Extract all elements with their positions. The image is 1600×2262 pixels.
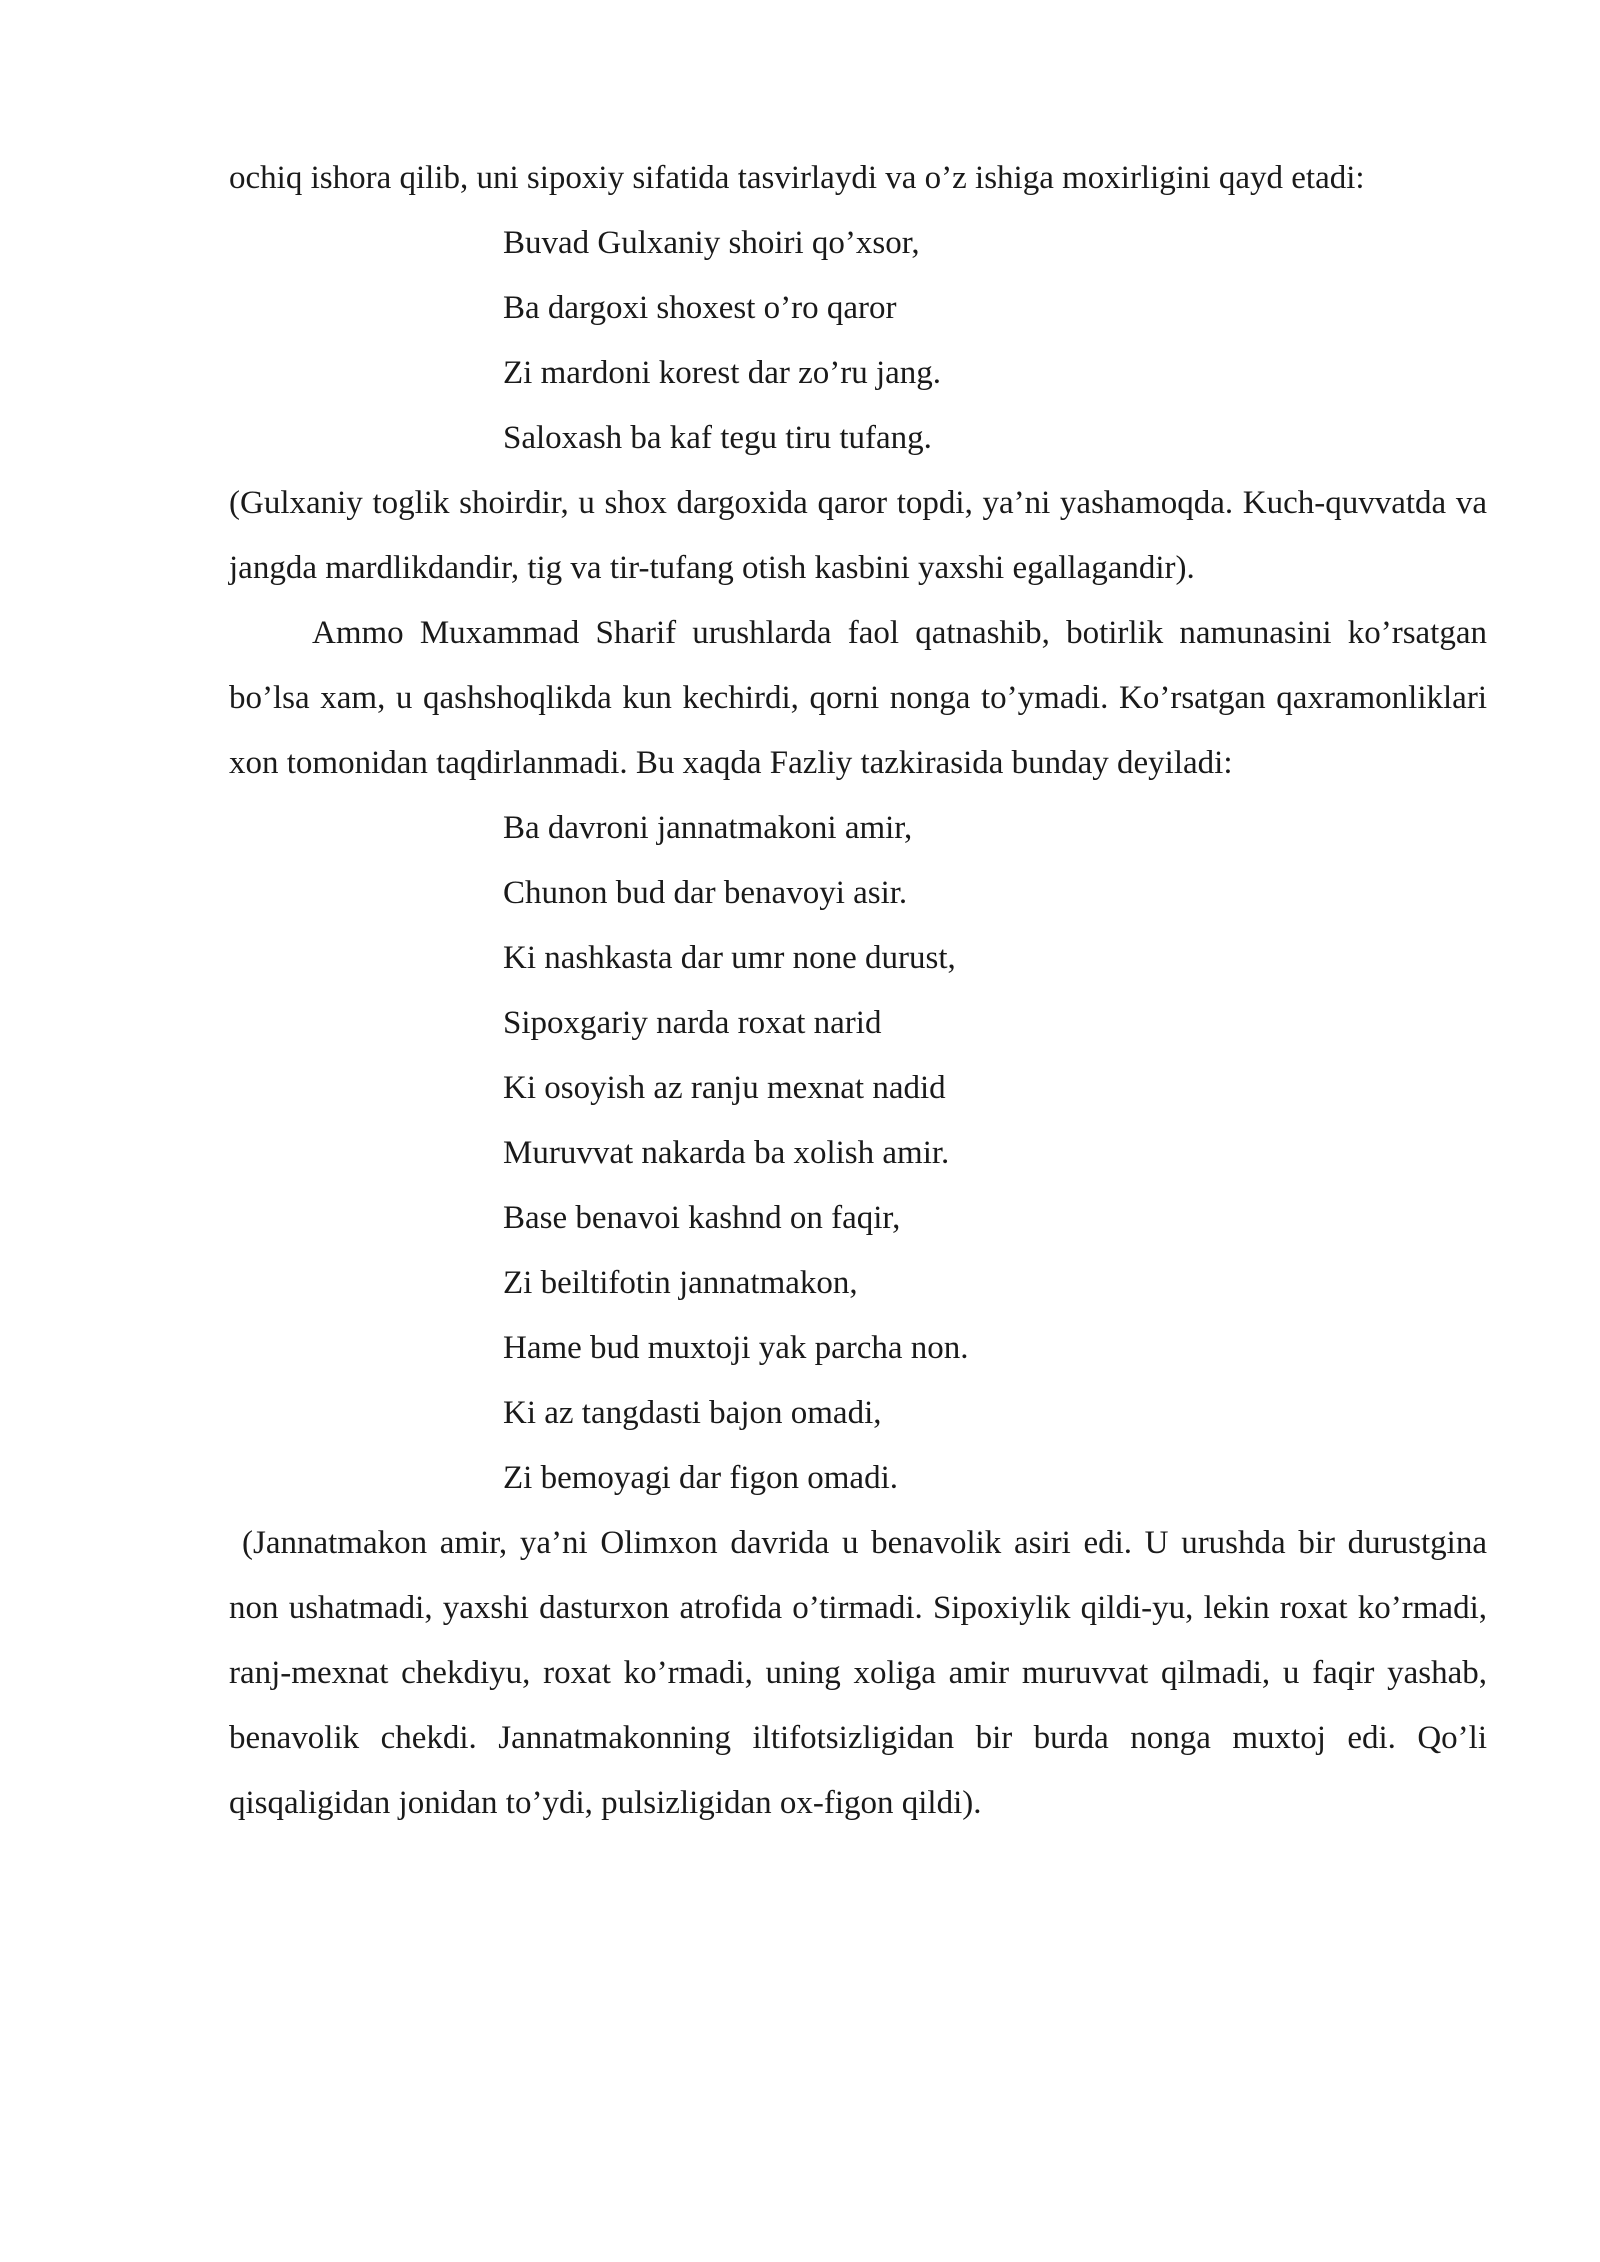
verse-line: Zi mardoni korest dar zo’ru jang. bbox=[503, 355, 942, 391]
paragraph-translation-2: (Jannatmakon amir, ya’ni Olimxon davrida u benavolik asiri edi. U urushda bir durustgina non ushatmadi, yaxshi dasturxon atrofida o’tirmadi. Sipoxiylik qildi-yu, lekin roxat ko’rmadi, ranj-mexnat chekdiyu, roxat ko’rmadi, uning xoliga amir muruvvat qilmadi, u faqir yashab, benavolik chekdi. Jannatmakonning iltifotsizligidan bir burda nonga muxtoj edi. Qo’li qisqaligidan jonidan to’ydi, pulsizligidan ox-figon qildi). bbox=[229, 1525, 1487, 1821]
verse-line: Sipoxgariy narda roxat narid bbox=[503, 1005, 882, 1041]
paragraph-intro: ochiq ishora qilib, uni sipoxiy sifatida tasvirlaydi va o’z ishiga moxirligini qayd etadi: bbox=[229, 160, 1365, 196]
verse-line: Ki az tangdasti bajon omadi, bbox=[503, 1395, 882, 1431]
verse-line: Buvad Gulxaniy shoiri qo’xsor, bbox=[503, 225, 920, 261]
paragraph-main: Ammo Muxammad Sharif urushlarda faol qatnashib, botirlik namunasini ko’rsatgan bo’lsa xam, u qashshoqlikda kun kechirdi, qorni nonga to’ymadi. Ko’rsatgan qaxramonliklari xon tomonidan taqdirlanmadi. Bu xaqda Fazliy tazkirasida bunday deyiladi: bbox=[229, 615, 1487, 781]
document-page bbox=[229, 146, 1487, 1836]
verse-line: Ba davroni jannatmakoni amir, bbox=[503, 810, 913, 846]
verse-line: Hame bud muxtoji yak parcha non. bbox=[503, 1330, 969, 1366]
verse-block-fazliy bbox=[229, 796, 1487, 1511]
verse-line: Ki osoyish az ranju mexnat nadid bbox=[503, 1070, 946, 1106]
verse-line: Zi bemoyagi dar figon omadi. bbox=[503, 1460, 898, 1496]
verse-line: Ki nashkasta dar umr none durust, bbox=[503, 940, 956, 976]
verse-line: Ba dargoxi shoxest o’ro qaror bbox=[503, 290, 897, 326]
verse-line: Saloxash ba kaf tegu tiru tufang. bbox=[503, 420, 932, 456]
paragraph-translation-1: (Gulxaniy toglik shoirdir, u shox dargoxida qaror topdi, ya’ni yashamoqda. Kuch-quvvatda va jangda mardlikdandir, tig va tir-tufang otish kasbini yaxshi egallagandir). bbox=[229, 485, 1487, 586]
verse-block-gulxaniy bbox=[229, 211, 1487, 471]
verse-line: Chunon bud dar benavoyi asir. bbox=[503, 875, 908, 911]
verse-line: Base benavoi kashnd on faqir, bbox=[503, 1200, 901, 1236]
verse-line: Muruvvat nakarda ba xolish amir. bbox=[503, 1135, 950, 1171]
verse-line: Zi beiltifotin jannatmakon, bbox=[503, 1265, 858, 1301]
